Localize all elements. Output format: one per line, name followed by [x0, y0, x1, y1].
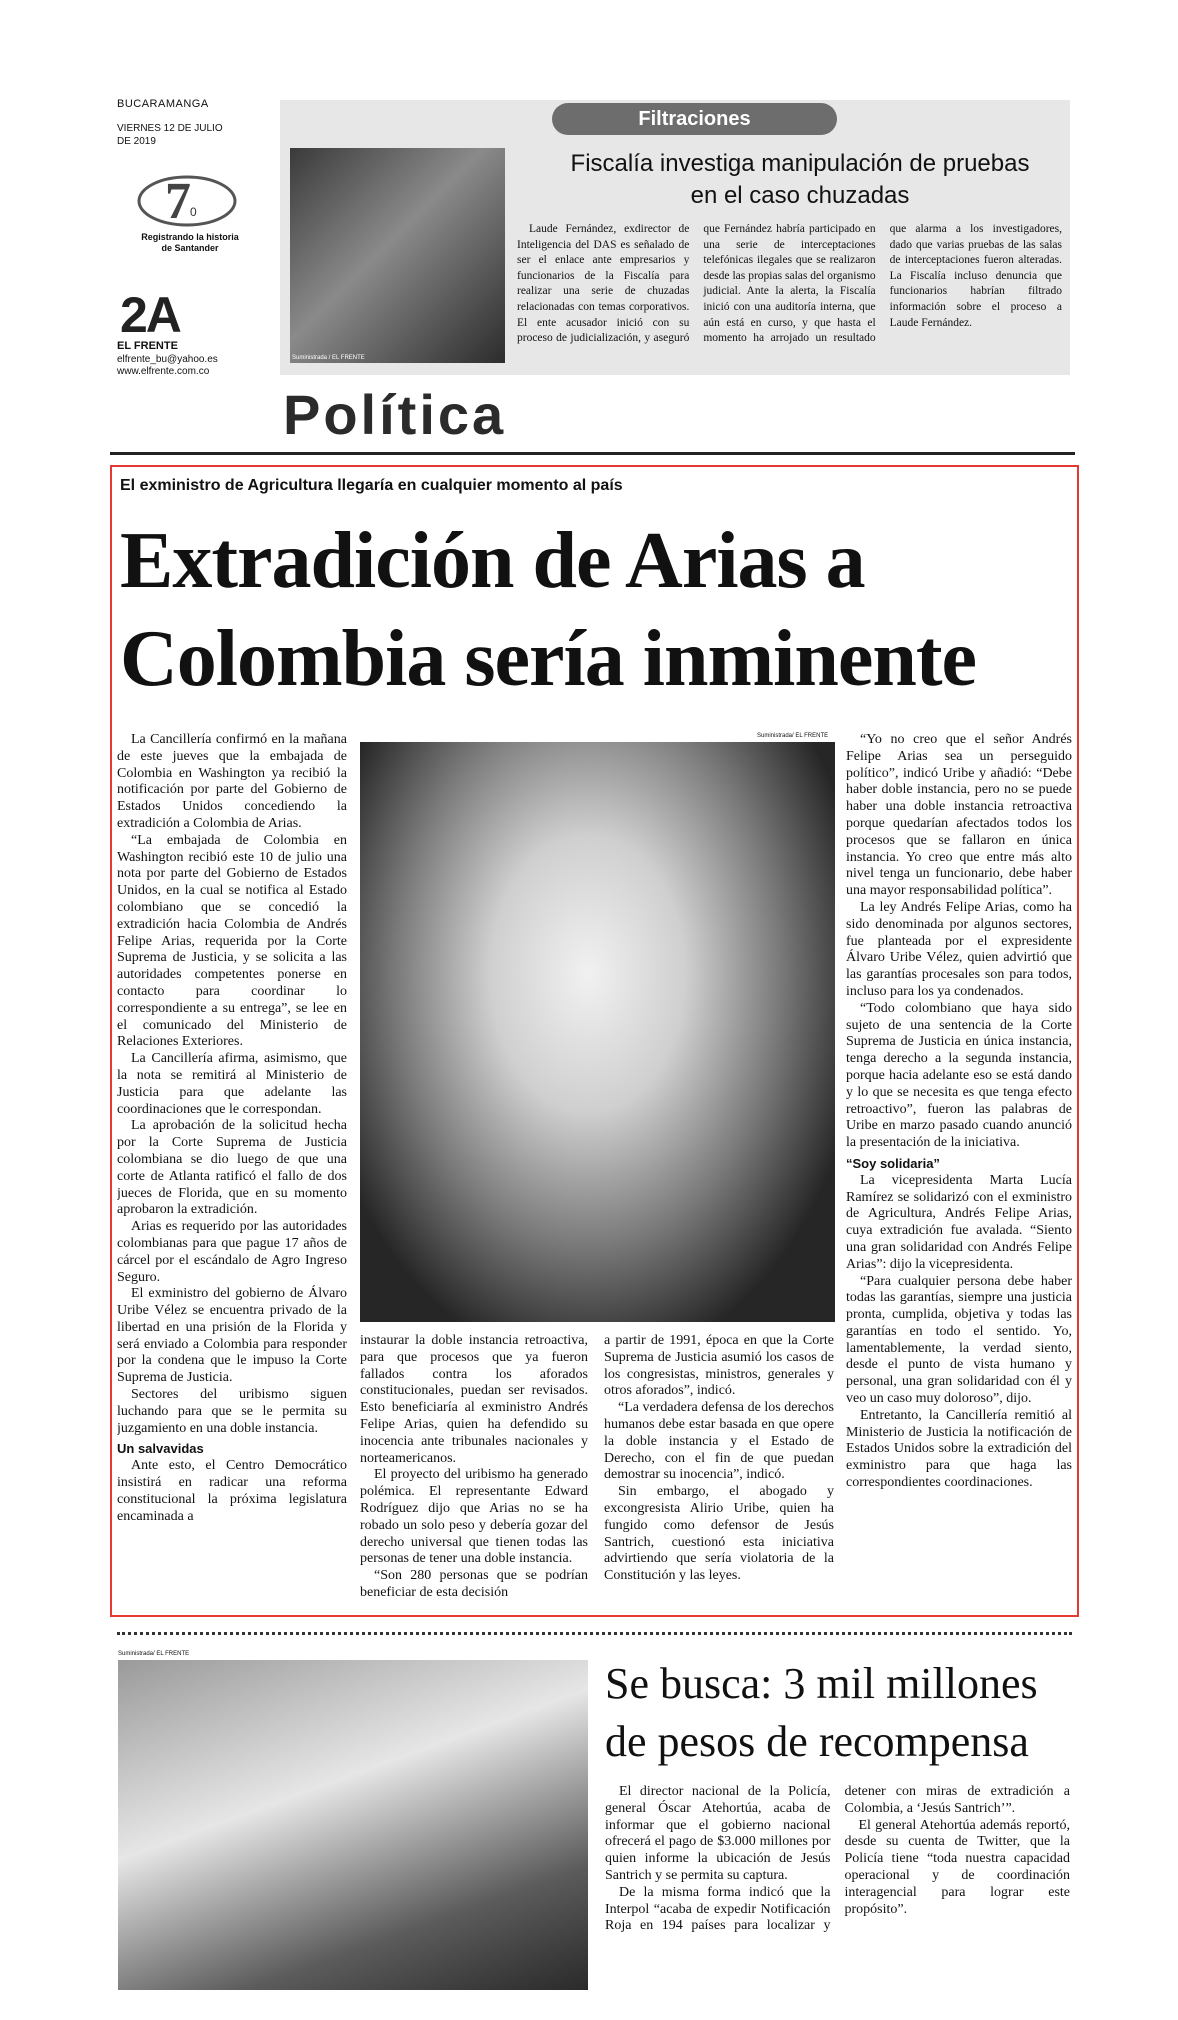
- paragraph: “La embajada de Colombia en Washington recibió este 10 de julio una nota por parte del Gobierno de Estados Unidos, en la cual se notifica al Estado colombiano que se concedió la extradición hacia Colombia de Andrés Felipe Arias, requerida por la Corte Suprema de Justicia, y se solicita a las autoridades competentes ponerse en contacto para coordinar lo correspondiente a su entrega”, se lee en el comunicado del Ministerio de Relaciones Exteriores.: [117, 832, 347, 1050]
- bottom-body: [605, 1784, 1070, 1994]
- paragraph: El proyecto del uribismo ha generado polémica. El representante Edward Rodríguez dijo que Arias no se ha robado un solo peso y debería gozar del derecho universal que tienen todas las personas de tener una doble instancia.: [360, 1467, 588, 1567]
- paragraph: “Son 280 personas que se podrían beneficiar de esta decisión: [360, 1568, 588, 1600]
- main-kicker: El exministro de Agricultura llegaría en cualquier momento al país: [120, 477, 623, 494]
- paragraph: Ante esto, el Centro Democrático insistirá en radicar una reforma constitucional la próxima legislatura encaminada a: [117, 1458, 347, 1524]
- filtraciones-tag: Filtraciones: [552, 103, 837, 135]
- issue-date: VIERNES 12 DE JULIO DE 2019: [117, 123, 223, 147]
- subheading: Un salvavidas: [117, 1441, 204, 1457]
- paragraph: La Cancillería confirmó en la mañana de este jueves que la embajada de Colombia en Washington ya recibió la notificación por parte del Gobierno de Estados Unidos concediendo la extradición a Colombia de Arias.: [117, 732, 347, 831]
- paragraph: “La verdadera defensa de los derechos humanos debe estar basada en que opere la doble instancia y el Estado de Derecho, con el fin de que puedan demostrar su inocencia”, indicó.: [604, 1400, 834, 1483]
- main-photo: [360, 742, 835, 1322]
- filtraciones-headline: Fiscalía investiga manipulación de pruebas en el caso chuzadas: [570, 150, 1030, 209]
- main-column-3: [604, 1333, 834, 1613]
- main-headline: Extradición de Arias a Colombia sería inminente: [120, 517, 976, 703]
- svg-text:7: 7: [165, 173, 191, 230]
- page-number: 2A: [120, 287, 180, 343]
- subheading: “Soy solidaria”: [846, 1155, 940, 1171]
- svg-text:0: 0: [190, 205, 197, 219]
- paragraph: La ley Andrés Felipe Arias, como ha sido denominada por algunos sectores, fue planteada por el expresidente Álvaro Uribe Vélez, quien advirtió que las garantías procesales son para todos, incluso para los ya condenados.: [846, 899, 1072, 999]
- paragraph: De la misma forma indicó que la Interpol “acaba de expedir Notificación Roja en 194 países para localizar y detener con miras de extradición a Colombia, a ‘Jesús Santrich’”.: [605, 1784, 1070, 1934]
- main-column-2: [360, 1333, 588, 1613]
- paragraph: La Cancillería afirma, asimismo, que la nota se remitirá al Ministerio de Justicia para que adelante las coordinaciones que le correspondan.: [117, 1051, 347, 1117]
- main-column-4: [846, 732, 1072, 1612]
- section-title: Política: [283, 383, 507, 446]
- main-column-1: [117, 732, 347, 1607]
- paragraph: “Para cualquier persona debe haber todas las garantías, siempre una justicia pronta, cumplida, objetiva y todas las garantías en todo el sentido. Yo, lamentablemente, la verdad siento, desde el punto de vista humano y personal, una gran solidaridad con él y veo un caso muy doloroso”, dijo.: [846, 1273, 1072, 1407]
- contact-website[interactable]: www.elfrente.com.co: [117, 366, 210, 377]
- logo-slogan: Registrando la historia de Santander: [141, 232, 239, 253]
- contact-email[interactable]: elfrente_bu@yahoo.es: [117, 354, 218, 365]
- paragraph: “Yo no creo que el señor Andrés Felipe Arias sea un perseguido político”, indicó Uribe y añadió: “Debe haber doble instancia, pero no se puede haber una doble instancia retroactiva porque quedarían afectados todos los procesos que se fallaron en única instancia. Yo creo que entre más alto nivel tenga un funcionario, debe haber una mayor responsabilidad política”.: [846, 732, 1072, 899]
- paper-brand: EL FRENTE: [117, 340, 178, 352]
- logo-emblem-icon: [135, 170, 240, 232]
- paragraph: Sectores del uribismo siguen luchando para que se le permita su juzgamiento en una doble instancia.: [117, 1387, 347, 1436]
- paragraph: Arias es requerido por las autoridades colombianas para que pague 17 años de cárcel por el escándalo de Agro Ingreso Seguro.: [117, 1219, 347, 1285]
- filtraciones-photo: [290, 148, 505, 363]
- filtraciones-photo-credit: Suministrada / EL FRENTE: [292, 355, 365, 361]
- bottom-headline: Se busca: 3 mil millones de pesos de recompensa: [605, 1659, 1038, 1766]
- paragraph: Entretanto, la Cancillería remitió al Ministerio de Justicia la notificación de Estados Unidos sobre la extradición del exministro para que haga las correspondientes coordinaciones.: [846, 1407, 1072, 1491]
- section-rule: [110, 452, 1075, 455]
- paragraph: La vicepresidenta Marta Lucía Ramírez se solidarizó con el exministro de Agricultura, Andrés Felipe Arias, cuya extradición fue avalada. “Siento una gran solidaridad con Andrés Felipe Arias”: dijo la vicepresidenta.: [846, 1172, 1072, 1272]
- paragraph: La aprobación de la solicitud hecha por la Corte Suprema de Justicia colombiana se dio luego de que una corte de Atlanta ratificó el fallo de dos jueces de Florida, que en su momento aprobaron la extradición.: [117, 1118, 347, 1218]
- dotted-divider: [117, 1632, 1072, 1635]
- bottom-photo: [118, 1660, 588, 1990]
- main-photo-credit: Suministrada/ EL FRENTE: [757, 733, 829, 739]
- paragraph: Sin embargo, el abogado y excongresista Alirio Uribe, quien ha fungido como defensor de Jesús Santrich, cuestionó esta iniciativa advirtiendo que sería violatoria de la Constitución y las leyes.: [604, 1484, 834, 1584]
- contact-info: [117, 354, 218, 378]
- city-label: BUCARAMANGA: [117, 98, 209, 110]
- paragraph: a partir de 1991, época en que la Corte Suprema de Justicia asumió los casos de los congresistas, ministros, generales y otros aforados”, indicó.: [604, 1333, 834, 1399]
- paragraph: El general Atehortúa además reportó, desde su cuenta de Twitter, que la Policía tiene “toda nuestra capacidad operacional y de coordinación interagencial para lograr este propósito”.: [844, 1817, 1070, 1917]
- paragraph: “Todo colombiano que haya sido sujeto de una sentencia de la Corte Suprema de Justicia en única instancia, tenga derecho a la segunda instancia, porque hacia adelante eso se está dando y lo que se necesita es que tenga efecto retroactivo”, fueron las palabras de Uribe en marzo pasado cuando anunció la presentación de la iniciativa.: [846, 1000, 1072, 1151]
- bottom-photo-credit: Suministrada/ EL FRENTE: [118, 1651, 190, 1657]
- anniversary-logo: [135, 170, 240, 270]
- paragraph: El exministro del gobierno de Álvaro Uribe Vélez se encuentra privado de la libertad en una prisión de la Florida y será enviado a Colombia para responder por la condena que le impuso la Corte Suprema de Justicia.: [117, 1286, 347, 1386]
- paragraph: instaurar la doble instancia retroactiva, para que procesos que ya fueron fallados contra los aforados constitucionales, puedan ser revisados. Esto beneficiaría al exministro Andrés Felipe Arias, quien ha defendido su inocencia ante tribunales nacionales y norteamericanos.: [360, 1333, 588, 1466]
- filtraciones-body: Laude Fernández, exdirector de Inteligencia del DAS es señalado de ser el enlace ante empresarios y funcionarios de la Fiscalía para realizar una serie de chuzadas relacionadas con temas corporativos. El ente acusador inició con su proceso de judicialización, y aseguró que Fernández habría participado en una serie de interceptaciones telefónicas ilegales que se realizaron desde las propias salas del organismo judicial. Ante la alerta, la Fiscalía inició con una auditoría interna, que aún está en curso, y que hasta el momento ha arrojado un resultado que alarma a los investigadores, dado que varias pruebas de las salas de interceptaciones fueron alteradas. La Fiscalía incluso denuncia que funcionarios habrían filtrado información sobre el proceso a Laude Fernández.: [517, 223, 1062, 345]
- paragraph: El director nacional de la Policía, general Óscar Atehortúa, acaba de informar que el gobierno nacional ofrecerá el pago de $3.000 millones por quien informe la ubicación de Jesús Santrich y se permita su captura.: [605, 1784, 831, 1883]
